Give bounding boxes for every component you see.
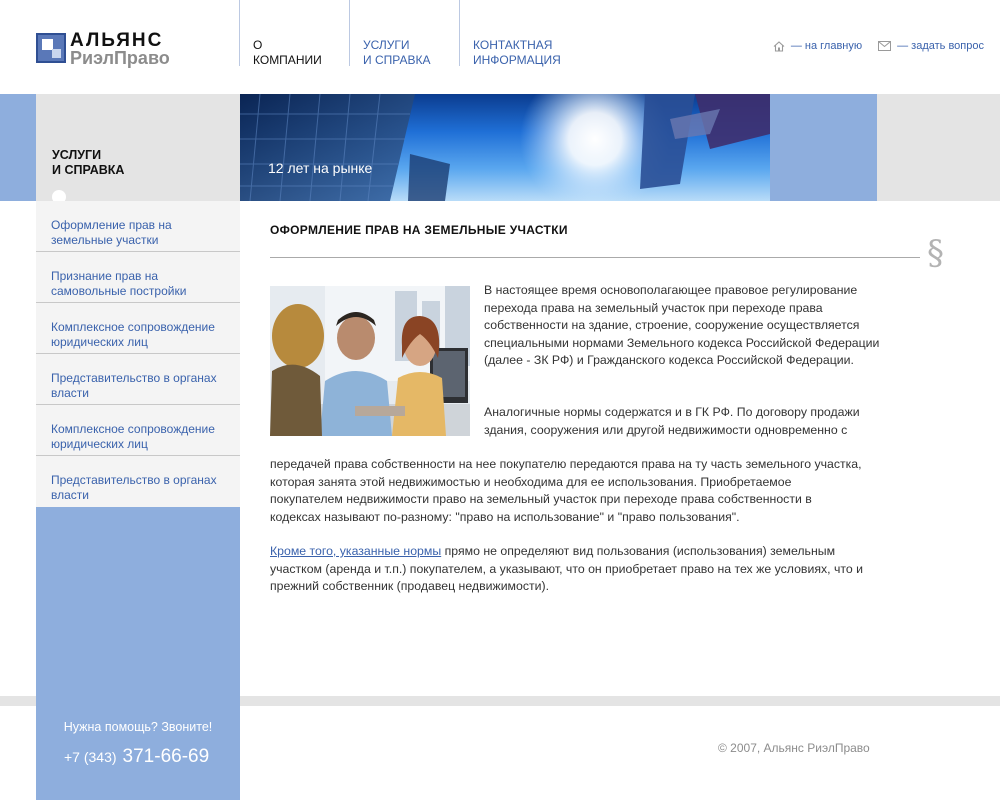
sidebar-item-representation-2[interactable]: Представительство в органах власти [36,456,240,507]
section-sign-icon: § [927,233,944,273]
office-meeting-photo [270,286,470,436]
band-gray-right [877,94,1000,201]
band-accent-left [0,94,36,201]
sidebar [36,201,240,696]
sidebar-menu [36,201,240,507]
nav-about-company[interactable]: О КОМПАНИИ [253,38,322,67]
sidebar-header [36,94,240,201]
help-text: Нужна помощь? Звоните! [63,720,213,734]
banner-image [240,94,770,201]
footer-sidebar-cap [36,696,240,706]
nav-services[interactable]: УСЛУГИ И СПРАВКА [363,38,431,67]
sidebar-item-land-rights[interactable]: Оформление прав на земельные участки [36,201,240,252]
sidebar-item-legal-support-2[interactable]: Комплексное сопровождение юридических лиц [36,405,240,456]
norms-link[interactable]: Кроме того, указанные нормы [270,544,442,558]
ask-question-link[interactable] [878,40,984,52]
paragraph-1: В настоящее время основополагающее правовое регулирование перехода права на земельный участок при переходе права собственности на здание, строение, сооружение осуществляется специальными нормами Земельного кодекса Российской Федерации (далее - ЗК РФ) и Гражданского кодекса Российской Федерации. [484,283,880,368]
home-link-label: — на главную [790,40,863,52]
nav-divider [349,0,350,66]
banner-skyscrapers-graphic [240,94,770,201]
phone-number[interactable] [64,746,209,768]
paragraph-4 [270,543,865,596]
paragraph-4-text: прямо не определяют вид пользования (использования) земельным участком (аренда и т.п.) покупателем, а указывают, что он приобретает право на тех же условиях, что и прежний собственник (продавец недвижимости). [270,544,863,594]
top-links [773,40,984,52]
copyright: © 2007, Альянс РиэлПраво [718,741,870,755]
paragraph-3: передачей права собственности на нее покупателю передаются права на ту часть земельного участка, которая занята этой недвижимостью и необходима для ее использования. Приобретаемое покупателем недвижимости право на земельный участок при переходе права собственности в кодексах называют по-разному: "право на использование" и "право пользования". [270,457,862,524]
home-icon [773,41,785,52]
logo[interactable] [36,32,196,68]
nav-contacts[interactable]: КОНТАКТНАЯ ИНФОРМАЦИЯ [473,38,561,67]
sidebar-item-legal-support[interactable]: Комплексное сопровождение юридических лиц [36,303,240,354]
sidebar-item-representation[interactable]: Представительство в органах власти [36,354,240,405]
envelope-icon [878,41,891,51]
sidebar-title: УСЛУГИ И СПРАВКА [52,148,125,177]
logo-mark-icon [36,33,66,63]
banner-caption: 12 лет на рынке [268,160,373,176]
people-in-office-illustration [270,286,470,436]
nav-divider [459,0,460,66]
phone-code: +7 (343) [64,749,117,765]
logo-line2: РиэлПраво [70,48,170,68]
page-title: ОФОРМЛЕНИЕ ПРАВ НА ЗЕМЕЛЬНЫЕ УЧАСТКИ [270,223,568,237]
help-box [36,706,240,800]
title-divider [270,257,920,258]
logo-line1: АЛЬЯНС [70,30,164,51]
phone-main: 371-66-69 [122,746,210,767]
ask-question-label: — задать вопрос [897,40,984,52]
band-accent-right [770,94,877,201]
sidebar-item-unauthorized-buildings[interactable]: Признание прав на самовольные постройки [36,252,240,303]
nav-divider [239,0,240,66]
home-link[interactable] [773,40,862,52]
paragraph-2: Аналогичные нормы содержатся и в ГК РФ. По договору продажи здания, сооружения или другой недвижимости одновременно с [484,405,860,437]
